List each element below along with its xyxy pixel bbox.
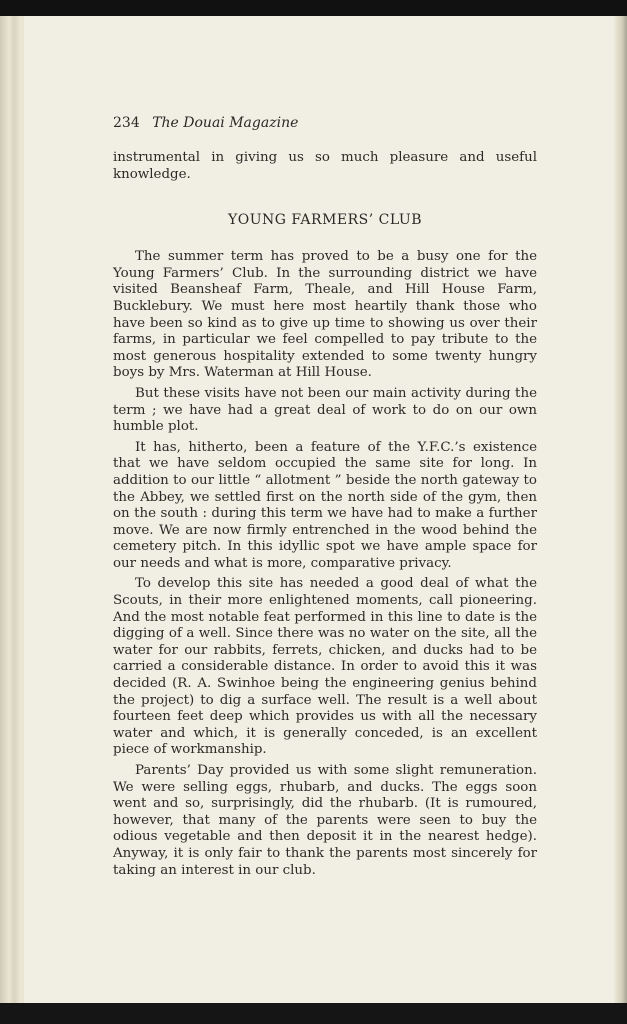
running-head (113, 114, 537, 132)
article-paragraph: The summer term has proved to be a busy one for the Young Farmers’ Club. In the surrounding district we have visited Beansheaf Farm, Theale, and Hill House Farm, Bucklebury. We must here most heartily thank those who have been so kind as to give up time to showing us over their farms, in particular we feel compelled to pay tribute to the most generous hospitality extended to some twenty hungry boys by Mrs. Waterman at Hill House. (113, 249, 537, 381)
article-paragraph: Parents’ Day provided us with some slight remuneration. We were selling eggs, rhubarb, and ducks. The eggs soon went and so, surprisingly, did the rhubarb. (It is rumoured, however, that many of the parents were seen to buy the odious vegetable and then deposit it in the nearest hedge). Anyway, it is only fair to thank the parents most sincerely for taking an interest in our club. (113, 763, 537, 878)
page-text-block (113, 114, 537, 883)
article-paragraph: It has, hitherto, been a feature of the Y.F.C.’s existence that we have seldom occupied the same site for long. In addition to our little “ allotment ” beside the north gateway to the Abbey, we settled first on the north side of the gym, then on the south : during this term we have had to make a further move. We are now firmly entrenched in the wood behind the cemetery pitch. In this idyllic spot we have ample space for our needs and what is more, comparative privacy. (113, 439, 537, 571)
continued-paragraph: instrumental in giving us so much pleasure and useful knowledge. (113, 150, 537, 182)
article-paragraph: But these visits have not been our main activity during the term ; we have had a great deal of work to do on our own humble plot. (113, 385, 537, 435)
page-fore-edge (614, 16, 627, 1006)
page-number: 234 (113, 115, 140, 131)
scan-border-bottom (0, 1003, 627, 1024)
magazine-title: The Douai Magazine (152, 115, 299, 131)
article-paragraph: To develop this site has needed a good deal of what the Scouts, in their more enlightened moments, call pioneering. And the most notable feat performed in this line to date is the digging of a well. Since there was no water on the site, all the water for our rabbits, ferrets, chicken, and ducks had to be carried a considerable distance. In order to avoid this it was decided (R. A. Swinhoe being the engineering genius behind the project) to dig a surface well. The result is a well about fourteen feet deep which provides us with all the necessary water and which, it is generally conceded, is an excellent piece of workmanship. (113, 576, 537, 758)
book-gutter-edge (0, 16, 26, 1006)
article-heading: YOUNG FARMERS’ CLUB (228, 212, 422, 229)
